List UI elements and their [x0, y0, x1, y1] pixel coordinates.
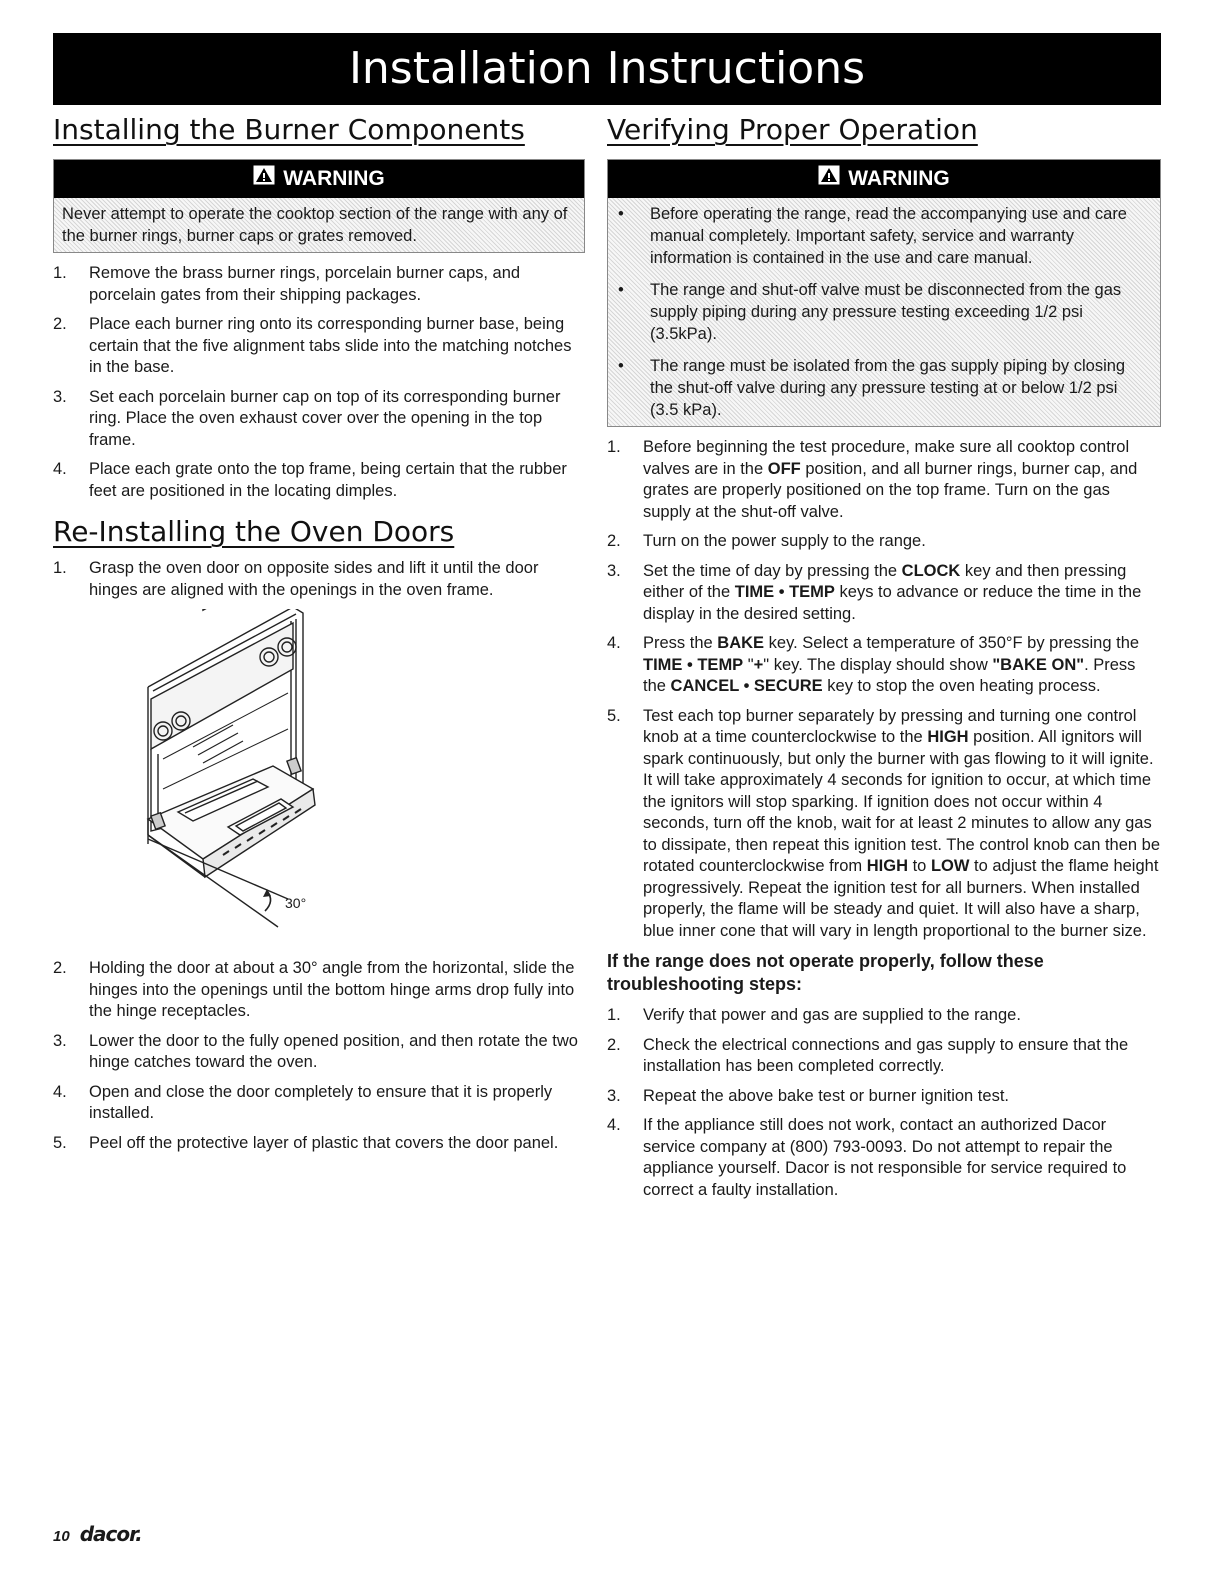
- warning-bullet-item: [616, 279, 1150, 345]
- step-text: position, and all burner rings, burner cap, and grates are properly positioned on the top frame. Turn on the gas supply at the shut-off valve.: [643, 459, 1138, 521]
- verify-section-title: Verifying Proper Operation: [607, 113, 978, 146]
- step-text: to adjust the flame height progressively. Repeat the ignition test for all burners. When installed properly, the flame will be steady and quiet. It will also have a sharp, blue inner cone that will vary in length proportional to the burner size.: [643, 857, 1159, 940]
- step-text: to: [908, 857, 931, 875]
- list-item: [607, 531, 1161, 553]
- warning-bullet-item: [616, 203, 1150, 269]
- step-text: Place each grate onto the top frame, being certain that the rubber feet are positioned in the locating dimples.: [89, 460, 567, 500]
- step-number: 2.: [607, 532, 621, 550]
- step-text-bold: TIME • TEMP: [643, 655, 744, 674]
- step-number: 4.: [53, 1082, 67, 1101]
- doors-step1-list: [53, 558, 585, 601]
- bullet-icon: •: [618, 205, 624, 223]
- warning-bullet-list: [616, 203, 1150, 421]
- burner-section-title: Installing the Burner Components: [53, 113, 525, 146]
- step-text: Test each top burner separately by pressing and turning one control knob at a time counterclockwise to the: [643, 706, 1137, 746]
- step-text-bold: LOW: [930, 857, 970, 875]
- step-text: Set each porcelain burner cap on top of its corresponding burner ring. Place the oven exhaust cover over the opening in the top frame.: [89, 387, 561, 449]
- step-number: 1.: [53, 559, 67, 577]
- list-item: [53, 459, 585, 502]
- page-number: 10: [53, 1528, 70, 1545]
- list-item: [607, 1005, 1161, 1027]
- list-item: [607, 561, 1161, 626]
- warning-label: WARNING: [283, 167, 385, 190]
- burner-warning-box: [53, 159, 585, 253]
- step-number: 2.: [53, 315, 67, 333]
- list-item: [53, 958, 585, 1023]
- warning-bullet-text: The range must be isolated from the gas supply piping by closing the shut-off valve during any pressure testing at or below 1/2 psi (3.5 kPa).: [650, 357, 1126, 419]
- step-text: Set the time of day by pressing the: [643, 561, 902, 580]
- list-item: [607, 1086, 1161, 1108]
- step-text: Holding the door at about a 30° angle from the horizontal, slide the hinges into the openings until the bottom hinge arms drop fully into the hinge receptacles.: [89, 959, 575, 1020]
- step-text: Grasp the oven door on opposite sides and lift it until the door hinges are aligned with the openings in the oven frame.: [89, 559, 539, 599]
- step-number: 3.: [53, 387, 67, 406]
- warning-body: [608, 198, 1160, 426]
- list-item: [53, 1031, 585, 1074]
- angle-label: 30°: [285, 895, 307, 911]
- step-text: " key. The display should show: [763, 655, 993, 674]
- warning-triangle-icon: [253, 160, 275, 198]
- step-text: Before beginning the test procedure, make sure all cooktop control valves are in the: [643, 438, 1130, 478]
- step-text-bold: +: [753, 655, 764, 674]
- step-text: Place each burner ring onto its corresponding burner base, being certain that the five alignment tabs slide into the matching notches in the base.: [89, 315, 572, 376]
- step-text-bold: OFF: [767, 459, 801, 478]
- warning-text: Never attempt to operate the cooktop section of the range with any of the burner rings, burner caps or grates removed.: [62, 205, 568, 245]
- step-number: 1.: [53, 264, 67, 282]
- step-number: 5.: [607, 706, 621, 725]
- list-item: [53, 558, 585, 601]
- step-text: . Press the: [643, 655, 1136, 695]
- warning-bullet-text: The range and shut-off valve must be disconnected from the gas supply piping during any pressure testing exceeding 1/2 psi (3.5kPa).: [650, 281, 1122, 343]
- warning-bullet-item: [616, 355, 1150, 421]
- warning-label: WARNING: [848, 167, 950, 190]
- oven-door-figure: [53, 609, 585, 954]
- list-item: [607, 1035, 1161, 1078]
- step-number: 3.: [53, 1031, 67, 1050]
- step-text: Open and close the door completely to ensure that it is properly installed.: [89, 1082, 553, 1122]
- step-number: 5.: [53, 1133, 67, 1152]
- step-text-bold: CANCEL • SECURE: [670, 677, 823, 695]
- step-text-bold: CLOCK: [901, 561, 961, 580]
- step-text: Repeat the above bake test or burner ignition test.: [643, 1086, 1009, 1105]
- step-text: Press the: [643, 634, 718, 652]
- warning-header: [54, 160, 584, 198]
- doors-steps-list: [53, 958, 585, 1154]
- step-number: 4.: [607, 1116, 621, 1134]
- list-item: [53, 1082, 585, 1125]
- list-item: [607, 633, 1161, 698]
- page-footer: [53, 1522, 142, 1546]
- step-text: If the appliance still does not work, contact an authorized Dacor service company at (800) 793-0093. Do not attempt to repair the appliance yourself. Dacor is not responsible for service required to correct a faulty installation.: [643, 1116, 1127, 1199]
- list-item: [53, 1133, 585, 1155]
- step-number: 3.: [607, 1086, 621, 1105]
- step-text-bold: BAKE: [717, 634, 765, 652]
- step-number: 4.: [53, 460, 67, 478]
- list-item: [607, 706, 1161, 943]
- step-text-bold: HIGH: [866, 857, 909, 875]
- step-text: key to stop the oven heating process.: [822, 677, 1101, 695]
- left-column: [53, 108, 585, 1162]
- doors-section-title: Re-Installing the Oven Doors: [53, 515, 455, 548]
- bullet-icon: •: [618, 281, 624, 299]
- list-item: [607, 1115, 1161, 1201]
- bullet-icon: •: [618, 357, 624, 375]
- step-text: Remove the brass burner rings, porcelain burner caps, and porcelain gates from their shipping packages.: [89, 264, 521, 304]
- list-item: [53, 263, 585, 306]
- troubleshooting-steps-list: [607, 1005, 1161, 1201]
- step-text: position. All ignitors will spark continuously, but only the burner with gas flowing to it will ignite. It will take approximately 4 seconds for ignition to occur, at which time the ignitors will stop sparking. If ignition does not occur within 4 seconds, turn off the knob, wait for at least 2 minutes to allow any gas to dissipate, then repeat this ignition test. The control knob can then be rotated counterclockwise from: [643, 728, 1161, 875]
- step-text: ": [743, 655, 754, 674]
- step-text: key and then pressing either of the: [643, 561, 1127, 601]
- step-text-bold: "BAKE ON": [992, 655, 1085, 674]
- step-number: 2.: [607, 1035, 621, 1054]
- step-number: 4.: [607, 634, 621, 652]
- step-number: 1.: [607, 1006, 621, 1024]
- oven-door-illustration: [53, 609, 585, 954]
- step-text: keys to advance or reduce the time in the display in the desired setting.: [643, 583, 1142, 623]
- step-text: key. Select a temperature of 350°F by pressing the: [764, 634, 1140, 652]
- dacor-logo: dacor.: [79, 1522, 142, 1546]
- list-item: [607, 437, 1161, 523]
- step-number: 1.: [607, 438, 621, 456]
- verify-warning-box: [607, 159, 1161, 427]
- warning-header: [608, 160, 1160, 198]
- step-text: Lower the door to the fully opened position, and then rotate the two hinge catches toward the oven.: [89, 1031, 578, 1071]
- list-item: [53, 387, 585, 452]
- right-column: [607, 108, 1161, 1209]
- troubleshooting-heading: If the range does not operate properly, follow these troubleshooting steps:: [607, 951, 1044, 994]
- list-item: [53, 314, 585, 379]
- step-text: Verify that power and gas are supplied to the range.: [643, 1006, 1021, 1024]
- verify-steps-list: [607, 437, 1161, 942]
- burner-steps-list: [53, 263, 585, 502]
- warning-body: [54, 198, 584, 252]
- step-text: Peel off the protective layer of plastic that covers the door panel.: [89, 1133, 559, 1152]
- warning-triangle-icon: [818, 160, 840, 198]
- page-banner-title: Installation Instructions: [53, 33, 1161, 105]
- step-text-bold: TIME • TEMP: [734, 583, 835, 601]
- step-number: 3.: [607, 561, 621, 580]
- warning-bullet-text: Before operating the range, read the accompanying use and care manual completely. Important safety, service and warranty information is contained in the use and care manual.: [650, 205, 1127, 267]
- step-number: 2.: [53, 959, 67, 977]
- step-text-bold: HIGH: [927, 728, 969, 746]
- step-text: Check the electrical connections and gas supply to ensure that the installation has been completed correctly.: [643, 1035, 1129, 1075]
- step-text: Turn on the power supply to the range.: [643, 532, 926, 550]
